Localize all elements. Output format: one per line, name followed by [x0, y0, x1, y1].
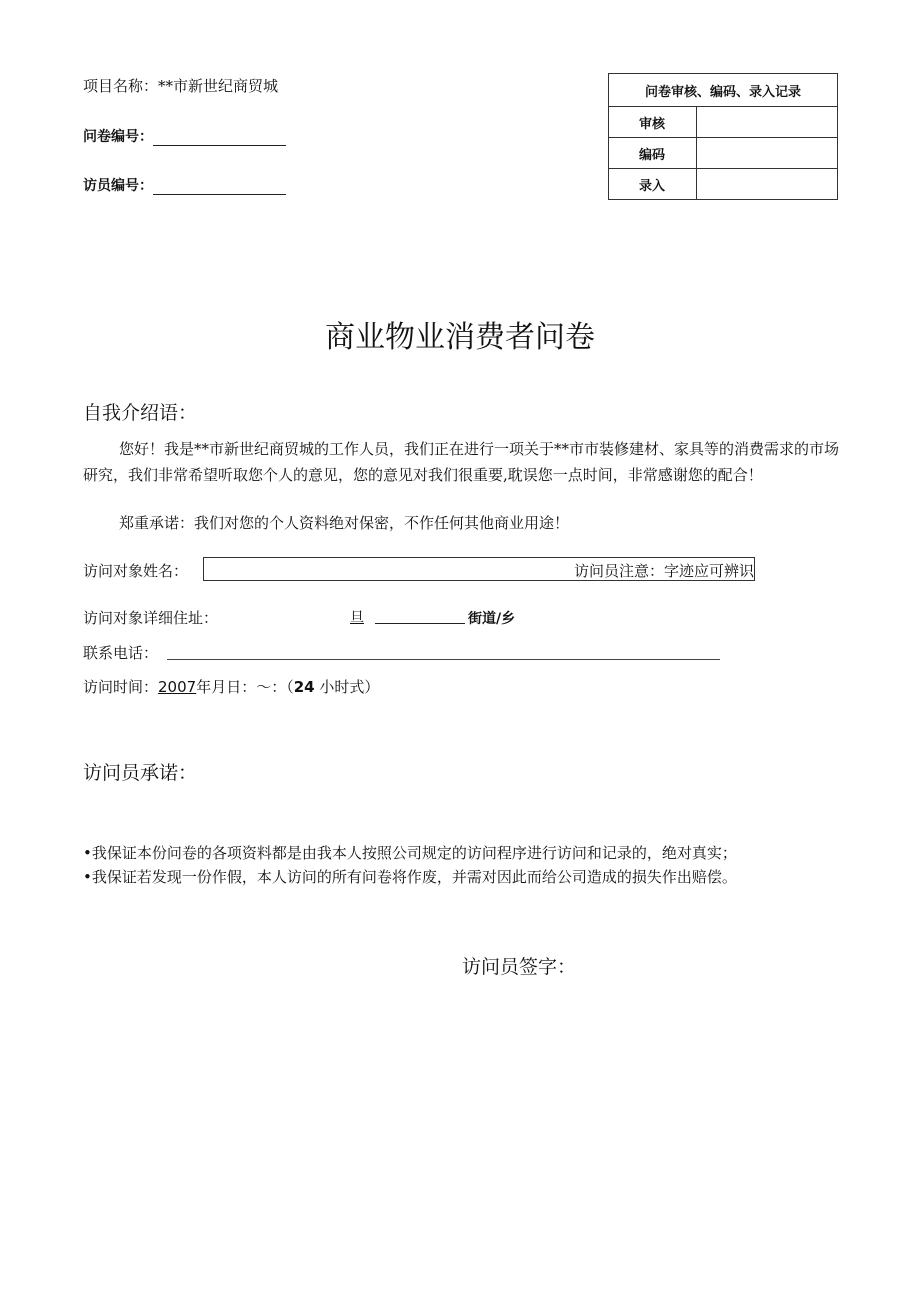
address-county: 旦 — [350, 610, 364, 626]
phone-field[interactable] — [167, 645, 720, 660]
questionnaire-number — [83, 126, 286, 146]
promise-item-1: •我保证本份问卷的各项资料都是由我本人按照公司规定的访问程序进行访问和记录的，绝对真实； — [83, 844, 737, 862]
project-name: 项目名称：**市新世纪商贸城 — [83, 77, 279, 95]
review-record-title: 问卷审核、编码、录入记录 — [609, 74, 838, 107]
review-row-label: 审核 — [609, 107, 697, 138]
interviewer-number-label: 访员编号： — [83, 178, 153, 194]
intro-paragraph: 您好！我是**市新世纪商贸城的工作人员，我们正在进行一项关于**市市装修建材、家具等的消费需求的市场研究，我们非常希望听取您个人的意见，您的意见对我们很重要,耽误您一点时间，非常感谢您的配合！ — [83, 440, 840, 484]
page-title: 商业物业消费者问卷 — [325, 320, 595, 355]
coding-row-label: 编码 — [609, 138, 697, 169]
visit-time-label: 访问时间： — [83, 678, 159, 696]
entry-row-label: 录入 — [609, 169, 697, 200]
promise-item-2: •我保证若发现一份作假，本人访问的所有问卷将作废，并需对因此而给公司造成的损失作出赔偿。 — [83, 868, 737, 886]
phone-label: 联系电话： — [83, 644, 159, 662]
visit-time-24: 24 — [293, 678, 315, 696]
questionnaire-number-label: 问卷编号： — [83, 129, 153, 145]
promise-heading: 访问员承诺： — [83, 762, 198, 784]
entry-row-field[interactable] — [697, 169, 838, 200]
visit-time-suffix: 小时式） — [319, 678, 380, 696]
address-label: 访问对象详细住址： — [83, 609, 219, 627]
address-street-field[interactable] — [375, 609, 465, 624]
review-row-field[interactable] — [697, 107, 838, 138]
questionnaire-number-field[interactable] — [153, 129, 286, 146]
intro-heading: 自我介绍语： — [83, 402, 198, 424]
visit-time-fields: 年月日：～：（ — [196, 678, 294, 696]
visit-time-year[interactable]: 2007 — [158, 678, 197, 696]
name-input[interactable] — [203, 557, 755, 581]
review-record-table — [608, 73, 838, 200]
interviewer-number-field[interactable] — [153, 178, 286, 195]
name-label: 访问对象姓名： — [83, 562, 189, 580]
interviewer-number — [83, 175, 286, 195]
confidentiality-paragraph: 郑重承诺：我们对您的个人资料绝对保密，不作任何其他商业用途！ — [119, 514, 570, 532]
signature-label: 访问员签字： — [462, 956, 577, 978]
visit-time — [83, 676, 379, 697]
address-street-label: 街道/乡 — [468, 611, 516, 627]
coding-row-field[interactable] — [697, 138, 838, 169]
name-note: 访问员注意：字迹应可辨识 — [573, 562, 754, 580]
